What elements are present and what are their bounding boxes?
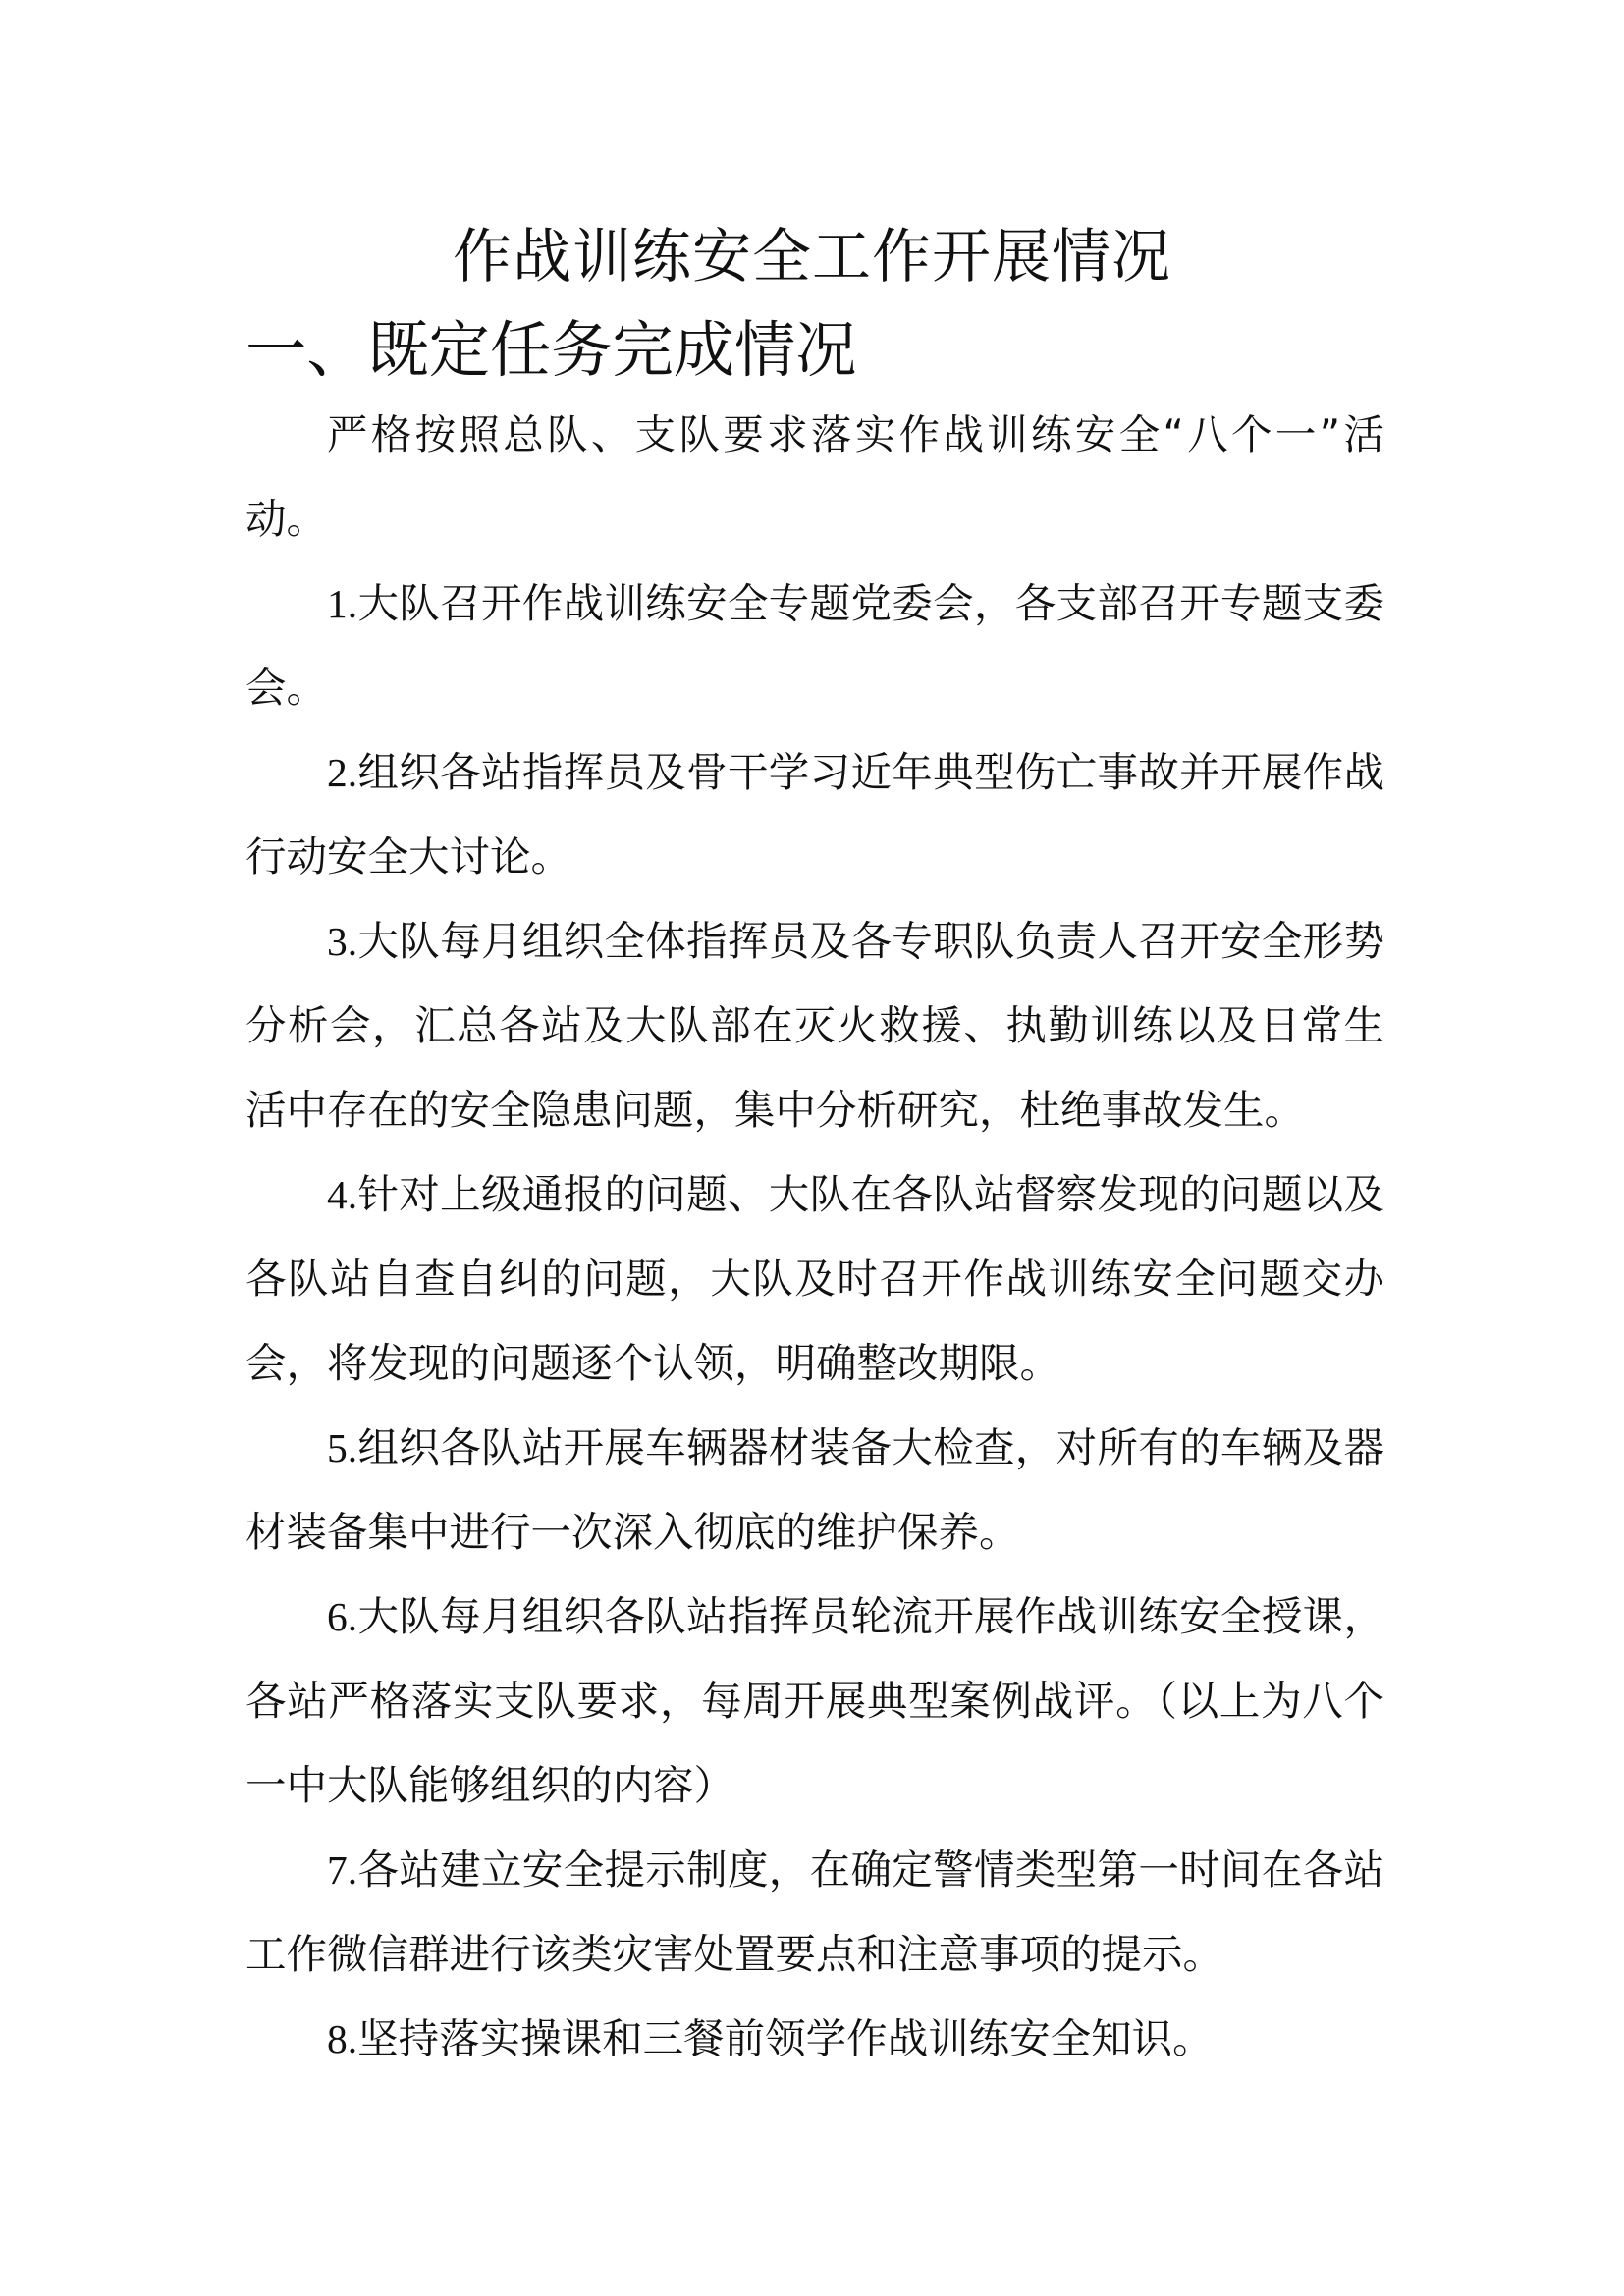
list-item-4 <box>245 1152 1384 1406</box>
item-number: 1. <box>327 581 358 626</box>
item-text: 大队每月组织各队站指挥员轮流开展作战训练安全授课，各站严格落实支队要求，每周开展典型案例战评。（以上为八个一中大队能够组织的内容） <box>245 1592 1384 1809</box>
item-number: 7. <box>327 1847 358 1893</box>
item-text: 大队召开作战训练安全专题党委会，各支部召开专题支委会。 <box>245 579 1384 712</box>
item-text: 组织各队站开展车辆器材装备大检查，对所有的车辆及器材装备集中进行一次深入彻底的维护保养。 <box>245 1423 1384 1556</box>
document-body <box>245 308 1384 2081</box>
list-item-7 <box>245 1828 1384 1997</box>
page-title: 作战训练安全工作开展情况 <box>453 223 1171 292</box>
list-item-5 <box>245 1406 1384 1575</box>
item-number: 3. <box>327 919 358 964</box>
item-text: 针对上级通报的问题、大队在各队站督察发现的问题以及各队站自查自纠的问题，大队及时召开作战训练安全问题交办会，将发现的问题逐个认领，明确整改期限。 <box>245 1170 1384 1387</box>
item-number: 2. <box>327 750 358 795</box>
item-number: 8. <box>327 2016 358 2061</box>
item-text: 大队每月组织全体指挥员及各专职队负责人召开安全形势分析会，汇总各站及大队部在灭火救援、执勤训练以及日常生活中存在的安全隐患问题，集中分析研究，杜绝事故发生。 <box>245 917 1384 1134</box>
list-item-6 <box>245 1575 1384 1828</box>
list-item-3 <box>245 899 1384 1152</box>
intro-paragraph: 严格按照总队、支队要求落实作战训练安全“八个一”活动。 <box>245 410 1384 543</box>
section-heading: 一、既定任务完成情况 <box>245 314 857 386</box>
item-number: 5. <box>327 1425 358 1470</box>
list-item-8 <box>245 1997 1384 2081</box>
list-item-1 <box>245 561 1384 730</box>
item-number: 6. <box>327 1594 358 1639</box>
item-number: 4. <box>327 1172 358 1217</box>
list-item-2 <box>245 730 1384 899</box>
item-text: 组织各站指挥员及骨干学习近年典型伤亡事故并开展作战行动安全大讨论。 <box>245 748 1384 881</box>
item-text: 各站建立安全提示制度，在确定警情类型第一时间在各站工作微信群进行该类灾害处置要点和注意事项的提示。 <box>245 1845 1384 1978</box>
item-text: 坚持落实操课和三餐前领学作战训练安全知识。 <box>357 2014 1214 2062</box>
